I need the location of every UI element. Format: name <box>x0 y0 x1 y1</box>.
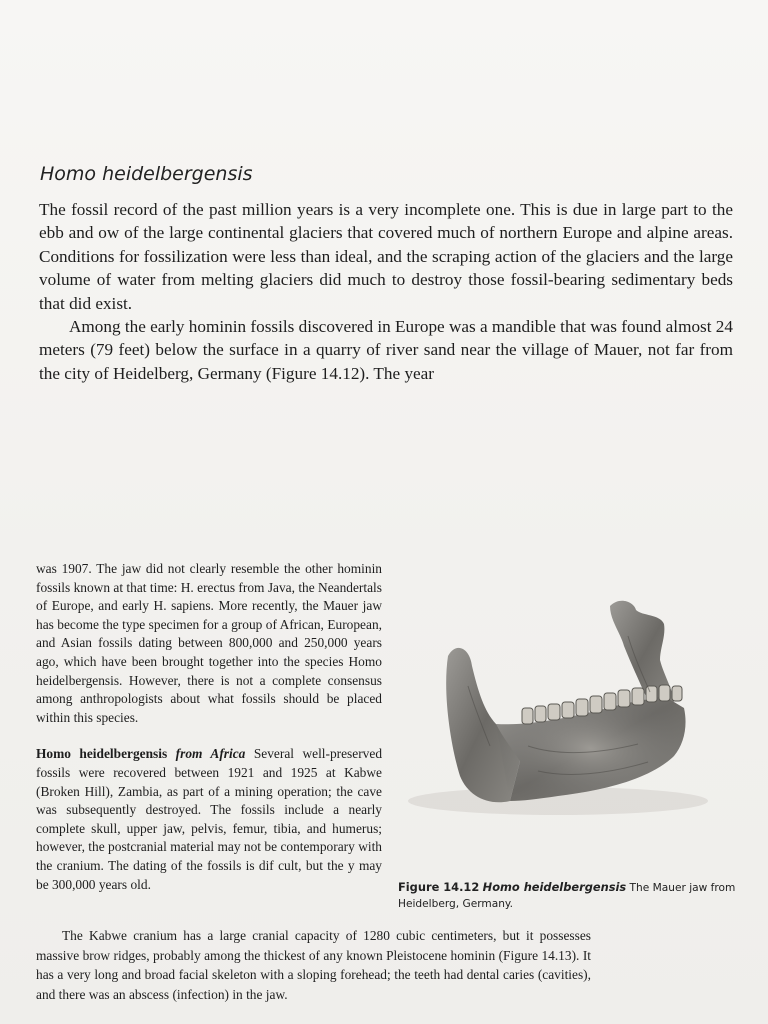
bottom-text <box>36 926 591 1004</box>
intro-text <box>39 198 733 385</box>
bottom-paragraph: The Kabwe cranium has a large cranial capacity of 1280 cubic centimeters, but it possesses massive brow ridges, probably among the thickest of any known Pleistocene hominin (Figure 14.13). It has a very long and broad facial skeleton with a sloping forehead; the teeth had dental caries (cavities), and there was an abscess (infection) in the jaw. <box>36 928 591 1002</box>
column-paragraph-2-body: Several well-preserved fossils were recovered between 1921 and 1925 at Kabwe (Broken Hill), Zambia, as part of a mining operation; the cave was subsequently destroyed. The fossils include a nearly complete skull, upper jaw, pelvis, femur, tibia, and humerus; however, the postcranial material may not be contemporary with the cranium. The dating of the fossils is dif cult, but the y may be 300,000 years old. <box>36 746 383 892</box>
run-in-heading <box>36 746 245 761</box>
run-in-heading-region: from Africa <box>175 746 246 762</box>
figure-caption-text: The Mauer jaw from Heidelberg, Germany. <box>398 882 736 910</box>
mandible-image <box>398 596 728 836</box>
section-heading: Homo heidelbergensis <box>40 163 253 185</box>
column-paragraph-2 <box>36 745 382 894</box>
figure-caption <box>398 879 743 912</box>
figure-label: Figure 14.12 <box>398 880 480 894</box>
column-paragraph-1: was 1907. The jaw did not clearly resemble the other hominin fossils known at that time: H. erectus from Java, the Neandertals of Europe, and early H. sapiens. More recently, the Mauer jaw has become the type specimen for a group of African, European, and Asian fossils dating between 800,000 and 250,000 years ago, which have been brought together into the species Homo heidelbergensis. However, there is not a complete consensus among anthropologists about what fossils should be placed within this species. <box>36 561 382 725</box>
run-in-heading-species: Homo heidelbergensis <box>36 746 168 762</box>
intro-paragraph-2: Among the early hominin fossils discovered in Europe was a mandible that was found almost 24 meters (79 feet) below the surface in a quarry of river sand near the village of Mauer, not far from the city of Heidelberg, Germany (Figure 14.12). The year <box>39 317 733 383</box>
column-text <box>36 560 382 894</box>
mauer-jaw-photo <box>398 596 728 836</box>
figure-title: Homo heidelbergensis <box>482 880 627 894</box>
intro-paragraph-1: The fossil record of the past million years is a very incomplete one. This is due in large part to the ebb and ow of the large continental glaciers that covered much of northern Europe and alpine areas. Conditions for fossilization were less than ideal, and the scraping action of the glaciers and the large volume of water from melting glaciers did much to destroy those fossil-bearing sedimentary beds that did exist. <box>39 200 733 313</box>
